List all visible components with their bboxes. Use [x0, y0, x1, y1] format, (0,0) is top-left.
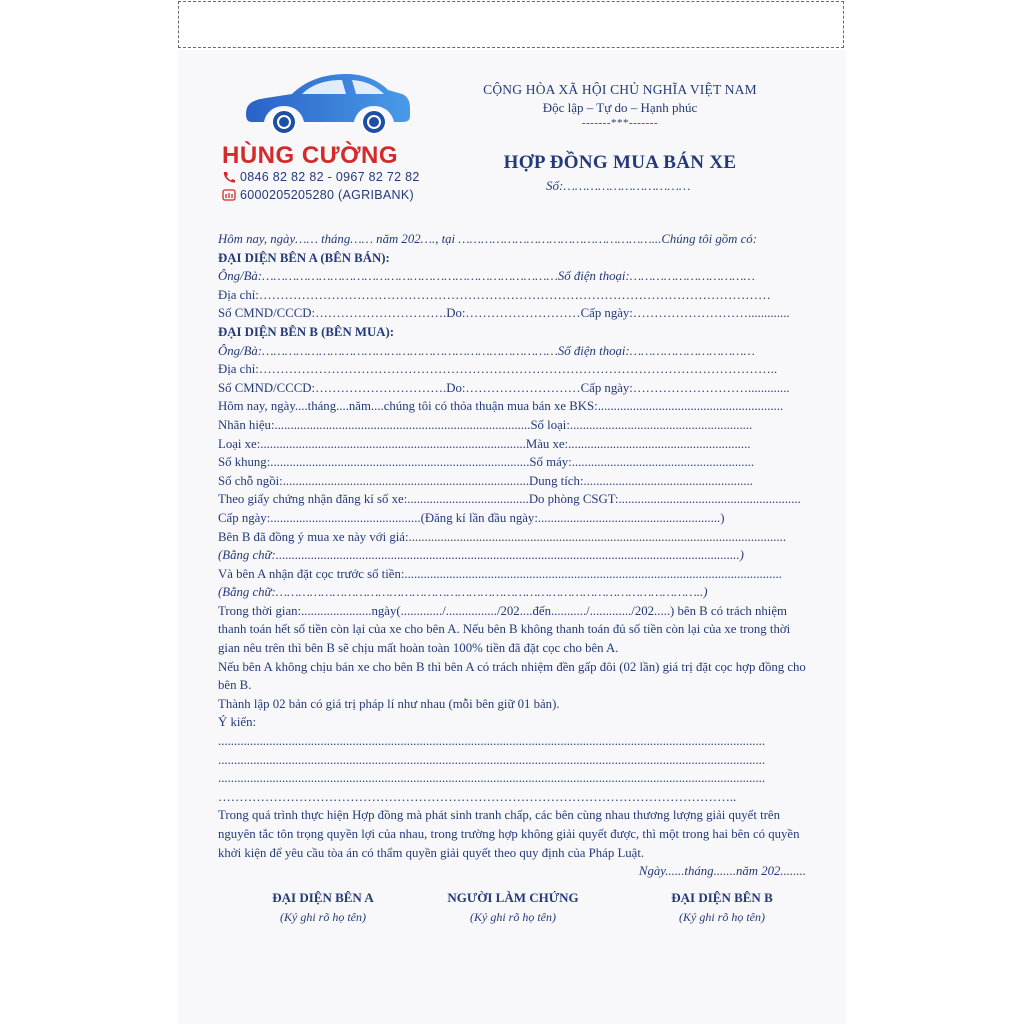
party-b-name-phone: Ông/Bà:……………………………………………………………………Số điện thoại:…………………………… [218, 343, 755, 358]
signature-party-b-heading: ĐẠI DIỆN BÊN B [671, 890, 773, 905]
signature-witness-heading: NGƯỜI LÀM CHỨNG [447, 890, 579, 905]
party-a-id: Số CMND/CCCD:………………………….Do:………………………Cấp ngày:………………………............. [218, 306, 790, 321]
copies-clause: Thành lập 02 bản có giá trị pháp lí như nhau (mỗi bên giữ 01 bản). [218, 696, 560, 711]
opinion-label: Ý kiến: [218, 715, 257, 730]
contract-title: HỢP ĐỒNG MUA BÁN XE [503, 152, 737, 173]
contract-body [218, 230, 806, 881]
signature-party-a [233, 890, 413, 925]
national-name: CỘNG HÒA XÃ HỘI CHỦ NGHĨA VIỆT NAM [483, 82, 757, 97]
deposit-amount: Và bên A nhận đặt cọc trước số tiền:...................................................................................................................... [218, 566, 782, 581]
payment-term-clause: Trong thời gian:......................ngày(............./................/202....đến.........../............./202.....) bên B có trách nhiệm thanh toán hết số tiền còn lại của xe cho bên A. Nếu bên B không thanh toán đủ số tiền còn lại của xe trong thời gian nêu trên thì bên B sẽ chịu mất hoàn toàn 100% tiền đã đặt cọc cho bên A. [218, 603, 791, 656]
bank-line [222, 188, 452, 202]
signature-party-b [632, 890, 812, 925]
company-logo-block [222, 70, 452, 210]
agreement-plate: Hôm nay, ngày....tháng....năm....chúng tôi có thỏa thuận mua bán xe BKS:.......................................................... [218, 399, 784, 414]
bank-icon [222, 189, 236, 201]
vehicle-seats-capacity: Số chỗ ngồi:.............................................................................Dung tích:..................................................... [218, 473, 753, 488]
party-b-heading: ĐẠI DIỆN BÊN B (BÊN MUA): [218, 324, 394, 339]
signature-party-b-note: (Ký ghi rõ họ tên) [679, 910, 765, 924]
party-a-heading: ĐẠI DIỆN BÊN A (BÊN BÁN): [218, 250, 390, 265]
national-separator: -------***------- [581, 117, 659, 129]
phone-numbers: 0846 82 82 82 - 0967 82 72 82 [240, 170, 420, 184]
vehicle-type-color: Loại xe:...................................................................................Màu xe:......................................................... [218, 436, 751, 451]
vehicle-brand-model: Nhãn hiệu:................................................................................Số loại:......................................................... [218, 417, 753, 432]
contract-date-place: Hôm nay, ngày…… tháng…… năm 202…., tại ……………………………………………...Chúng tôi gồm có: [218, 232, 757, 246]
signing-date: Ngày......tháng.......năm 202........ [638, 864, 806, 879]
party-a-address: Địa chỉ:………………………………………………………………………………………………………… [218, 287, 771, 302]
contract-number: Số:…………………………… [546, 178, 691, 193]
phone-icon [222, 171, 236, 183]
opinion-line-3: ........................................................................................................................................................................... [218, 771, 766, 786]
sale-price-words: (Bằng chữ:.................................................................................................................................................) [218, 548, 744, 563]
car-logo-icon [242, 70, 412, 136]
signature-witness [423, 890, 603, 925]
signature-section [218, 890, 806, 930]
opinion-line-4: ………………………………………………………………………………………………………….. [218, 789, 737, 804]
dispute-clause: Trong quá trình thực hiện Hợp đồng mà phát sinh tranh chấp, các bên cùng nhau thương lượng giải quyết trên nguyên tắc tôn trọng quyền lợi của nhau, trong trường hợp không giải quyết được, thì một trong hai bên có quyền khởi kiện để yêu cầu tòa án có thẩm quyền giải quyết theo quy định của Pháp Luật. [218, 808, 800, 860]
phone-line [222, 170, 452, 184]
registration-date: Cấp ngày:...............................................(Đăng kí lần đầu ngày:.........................................................) [218, 510, 725, 525]
brand-name: HÙNG CƯỜNG [222, 142, 399, 169]
party-b-address: Địa chỉ:………………………………………………………………………………………………………….. [218, 362, 778, 377]
signature-party-a-note: (Ký ghi rõ họ tên) [280, 910, 366, 924]
seller-breach-clause: Nếu bên A không chịu bán xe cho bên B thì bên A có trách nhiệm đền gấp đôi (02 lần) giá trị đặt cọc hợp đồng cho bên B. [218, 659, 806, 693]
vehicle-registration: Theo giấy chứng nhận đăng kí số xe:......................................Do phòng CSGT:......................................................... [218, 492, 801, 507]
party-b-id: Số CMND/CCCD:………………………….Do:………………………Cấp ngày:………………………............. [218, 380, 790, 395]
opinion-line-2: ........................................................................................................................................................................... [218, 752, 766, 767]
opinion-line-1: ........................................................................................................................................................................... [218, 734, 766, 749]
national-motto: Độc lập – Tự do – Hạnh phúc [542, 100, 698, 115]
sale-price: Bên B đã đồng ý mua xe này với giá:...................................................................................................................... [218, 529, 787, 544]
signature-party-a-heading: ĐẠI DIỆN BÊN A [272, 890, 374, 905]
signature-witness-note: (Ký ghi rõ họ tên) [470, 910, 556, 924]
national-header [470, 82, 770, 129]
deposit-words: (Bằng chữ:…………………………………………………………………………………………………..) [218, 585, 708, 600]
tear-off-stub-box [178, 1, 844, 48]
party-a-name-phone: Ông/Bà:……………………………………………………………………Số điện thoại:…………………………… [218, 269, 755, 284]
bank-account: 6000205205280 (AGRIBANK) [240, 188, 414, 202]
vehicle-frame-engine: Số khung:.................................................................................Số máy:......................................................... [218, 455, 755, 470]
